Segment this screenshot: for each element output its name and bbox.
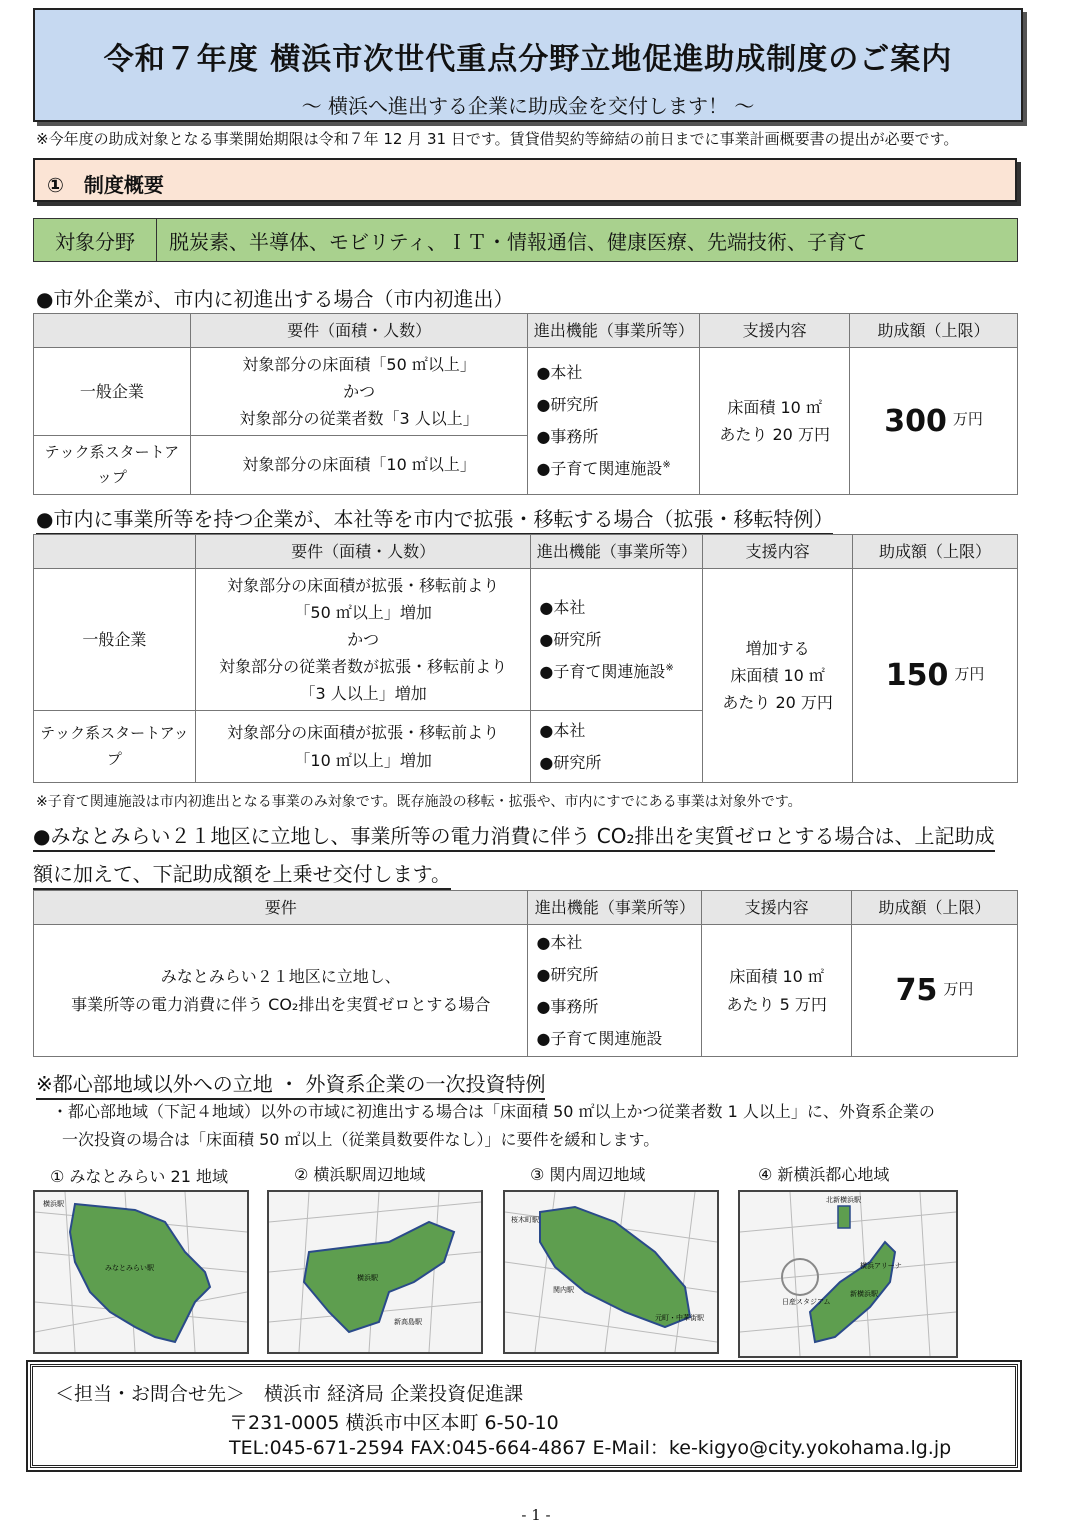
function-item: ●研究所 xyxy=(539,629,602,649)
contact-address: 〒231-0005 横浜市中区本町 6-50-10 xyxy=(229,1412,559,1434)
amount-unit: 万円 xyxy=(952,410,983,429)
requirement-line: 対象部分の床面積「10 ㎡以上」 xyxy=(190,436,528,495)
amount-cell xyxy=(850,348,1018,495)
functions-cell xyxy=(531,711,703,783)
support-line: あたり 5 万円 xyxy=(726,994,827,1014)
table-header-blank xyxy=(34,535,196,569)
function-item: ●研究所 xyxy=(539,752,602,772)
function-item: ●本社 xyxy=(539,720,586,740)
table-header: 支援内容 xyxy=(703,535,853,569)
support-cell xyxy=(702,925,852,1057)
childcare-note: ※子育て関連施設は市内初進出となる事業のみ対象です。既存施設の移転・拡張や、市内にすでにある事業は対象外です。 xyxy=(36,794,802,810)
requirement-line: 「50 ㎡以上」増加 xyxy=(294,602,432,622)
requirement-line: 「10 ㎡以上」増加 xyxy=(294,750,432,770)
functions-cell xyxy=(528,925,702,1057)
amount-value: 75 xyxy=(895,973,938,1008)
map-graphic xyxy=(269,1192,481,1352)
station-tag: 北新横浜駅 xyxy=(826,1196,861,1204)
station-tag: 日産スタジアム xyxy=(782,1298,831,1306)
function-item xyxy=(536,453,695,485)
function-item: ●本社 xyxy=(539,597,586,617)
page-title: 令和７年度 横浜市次世代重点分野立地促進助成制度のご案内 xyxy=(103,42,953,77)
map-graphic xyxy=(35,1192,247,1352)
table-header: 支援内容 xyxy=(700,314,850,348)
table-header: 進出機能（事業所等） xyxy=(531,535,703,569)
table-header-row xyxy=(34,891,1018,925)
support-line: 床面積 10 ㎡ xyxy=(730,665,825,685)
map-label: ② 横浜駅周辺地域 xyxy=(288,1160,431,1187)
company-type: テック系スタートアップ xyxy=(34,711,196,783)
table-header: 進出機能（事業所等） xyxy=(528,314,700,348)
deadline-note: ※今年度の助成対象となる事業開始期限は令和７年 12 月 31 日です。賃貸借契約等締結の前日までに事業計画概要書の提出が必要です。 xyxy=(36,130,959,148)
table-header: 助成額（上限） xyxy=(850,314,1018,348)
amount-cell xyxy=(853,569,1018,783)
map-graphic xyxy=(740,1192,956,1356)
functions-cell xyxy=(531,569,703,711)
function-item: ●子育て関連施設 xyxy=(536,1028,663,1048)
company-type: 一般企業 xyxy=(34,348,191,436)
footnote-mark: ※ xyxy=(665,662,674,674)
station-tag: 横浜駅 xyxy=(43,1200,64,1208)
requirement-line: みなとみらい２１地区に立地し、 xyxy=(160,967,401,987)
amount-value: 150 xyxy=(885,658,949,693)
table-header: 要件 xyxy=(34,891,528,925)
requirement-line: 対象部分の床面積が拡張・移転前より xyxy=(227,575,500,595)
target-label: 対象分野 xyxy=(34,219,157,261)
requirement-line: かつ xyxy=(347,629,380,649)
functions-cell xyxy=(528,348,700,495)
support-line: あたり 20 万円 xyxy=(719,425,830,444)
function-item: ●本社 xyxy=(536,932,583,952)
function-item-label: ●子育て関連施設 xyxy=(536,459,663,478)
support-line: 床面積 10 ㎡ xyxy=(729,967,824,987)
requirement-cell xyxy=(195,569,531,711)
table-header: 助成額（上限） xyxy=(853,535,1018,569)
requirement-line: 対象部分の床面積が拡張・移転前より xyxy=(227,723,500,743)
table-row xyxy=(34,348,1018,436)
function-item: ●事務所 xyxy=(536,996,599,1016)
station-tag: 新高島駅 xyxy=(394,1318,422,1326)
table-header: 進出機能（事業所等） xyxy=(528,891,702,925)
table-header-blank xyxy=(34,314,191,348)
map-shin-yokohama xyxy=(738,1190,958,1358)
map-graphic xyxy=(505,1192,717,1352)
contact-box xyxy=(30,1364,1018,1468)
case2-heading: ●市内に事業所等を持つ企業が、本社等を市内で拡張・移転する場合（拡張・移転特例） xyxy=(36,503,833,535)
company-type: テック系スタートアップ xyxy=(34,436,191,495)
page-number: - 1 - xyxy=(521,1506,551,1524)
contact-department: ＜担当・お問合せ先＞ 横浜市 経済局 企業投資促進課 xyxy=(55,1383,524,1405)
amount-value: 300 xyxy=(884,403,947,439)
requirement-line: かつ xyxy=(343,381,376,401)
map-minatomirai xyxy=(33,1190,249,1354)
station-tag: 元町・中華街駅 xyxy=(655,1314,704,1322)
map-label: ① みなとみらい 21 地域 xyxy=(44,1162,234,1189)
support-line: 増加する xyxy=(745,638,810,658)
requirement-line: 「3 人以上」増加 xyxy=(299,684,427,704)
requirement-line: 対象部分の従業者数が拡張・移転前より xyxy=(219,657,508,677)
station-tag: 新横浜駅 xyxy=(850,1290,878,1298)
station-tag: 関内駅 xyxy=(553,1286,574,1294)
table-header: 要件（面積・人数） xyxy=(190,314,528,348)
map-label: ④ 新横浜都心地域 xyxy=(752,1160,895,1187)
case1-heading: ●市外企業が、市内に初進出する場合（市内初進出） xyxy=(36,283,513,315)
amount-cell xyxy=(852,925,1018,1057)
special-text-line1: ・都心部地域（下記４地域）以外の市域に初進出する場合は「床面積 50 ㎡以上かつ従業者数 1 人以上」に、外資系企業の xyxy=(52,1102,935,1121)
table-header: 支援内容 xyxy=(702,891,852,925)
table-header-row xyxy=(34,314,1018,348)
function-item: ●事務所 xyxy=(536,427,599,446)
function-item: ●研究所 xyxy=(536,964,599,984)
case3-table xyxy=(33,890,1018,1057)
table-row xyxy=(34,569,1018,711)
station-tag: 横浜アリーナ xyxy=(860,1262,902,1270)
station-tag: みなとみらい駅 xyxy=(105,1264,154,1272)
table-header: 要件（面積・人数） xyxy=(195,535,531,569)
contact-phone-email[interactable]: TEL:045-671-2594 FAX:045-664-4867 E-Mail：ke-kigyo@city.yokohama.lg.jp xyxy=(229,1437,952,1459)
case2-table xyxy=(33,534,1018,783)
requirement-cell xyxy=(34,925,528,1057)
requirement-cell xyxy=(190,348,528,436)
amount-unit: 万円 xyxy=(954,664,985,683)
footnote-mark: ※ xyxy=(662,459,671,471)
station-tag: 桜木町駅 xyxy=(511,1216,539,1224)
special-text-line2: 一次投資の場合は「床面積 50 ㎡以上（従業員数要件なし）」に要件を緩和します。 xyxy=(62,1130,660,1149)
company-type: 一般企業 xyxy=(34,569,196,711)
support-cell xyxy=(703,569,853,783)
map-label: ③ 関内周辺地域 xyxy=(524,1160,651,1187)
section-heading: ① 制度概要 xyxy=(33,158,1017,202)
requirement-line: 対象部分の従業者数「3 人以上」 xyxy=(239,409,479,429)
table-header: 助成額（上限） xyxy=(852,891,1018,925)
special-heading: ※都心部地域以外への立地 ・ 外資系企業の一次投資特例 xyxy=(36,1068,545,1100)
title-box xyxy=(33,8,1023,122)
amount-unit: 万円 xyxy=(943,979,974,998)
table-row xyxy=(34,925,1018,1057)
case3-heading-line1: ●みなとみらい２１地区に立地し、事業所等の電力消費に伴う CO₂排出を実質ゼロとする場合は、上記助成 xyxy=(33,820,995,852)
page-subtitle: ～ 横浜へ進出する企業に助成金を交付します！ ～ xyxy=(301,94,755,118)
station-tag: 横浜駅 xyxy=(357,1274,378,1282)
table-header-row xyxy=(34,535,1018,569)
map-yokohama-station xyxy=(267,1190,483,1354)
function-item xyxy=(539,656,698,688)
target-fields xyxy=(33,218,1018,262)
function-item: ●研究所 xyxy=(536,395,599,414)
requirement-line: 対象部分の床面積「50 ㎡以上」 xyxy=(242,354,476,374)
map-kannai xyxy=(503,1190,719,1354)
target-value: 脱炭素、半導体、モビリティ、ＩＴ・情報通信、健康医療、先端技術、子育て xyxy=(169,229,867,254)
case1-table xyxy=(33,313,1018,495)
function-item-label: ●子育て関連施設 xyxy=(539,661,666,681)
support-line: あたり 20 万円 xyxy=(722,693,833,713)
case3-heading-line2: 額に加えて、下記助成額を上乗せ交付します。 xyxy=(33,858,451,890)
requirement-line: 事業所等の電力消費に伴う CO₂排出を実質ゼロとする場合 xyxy=(71,994,491,1014)
support-cell xyxy=(700,348,850,495)
function-item: ●本社 xyxy=(536,363,583,382)
support-line: 床面積 10 ㎡ xyxy=(727,397,822,417)
requirement-cell xyxy=(195,711,531,783)
